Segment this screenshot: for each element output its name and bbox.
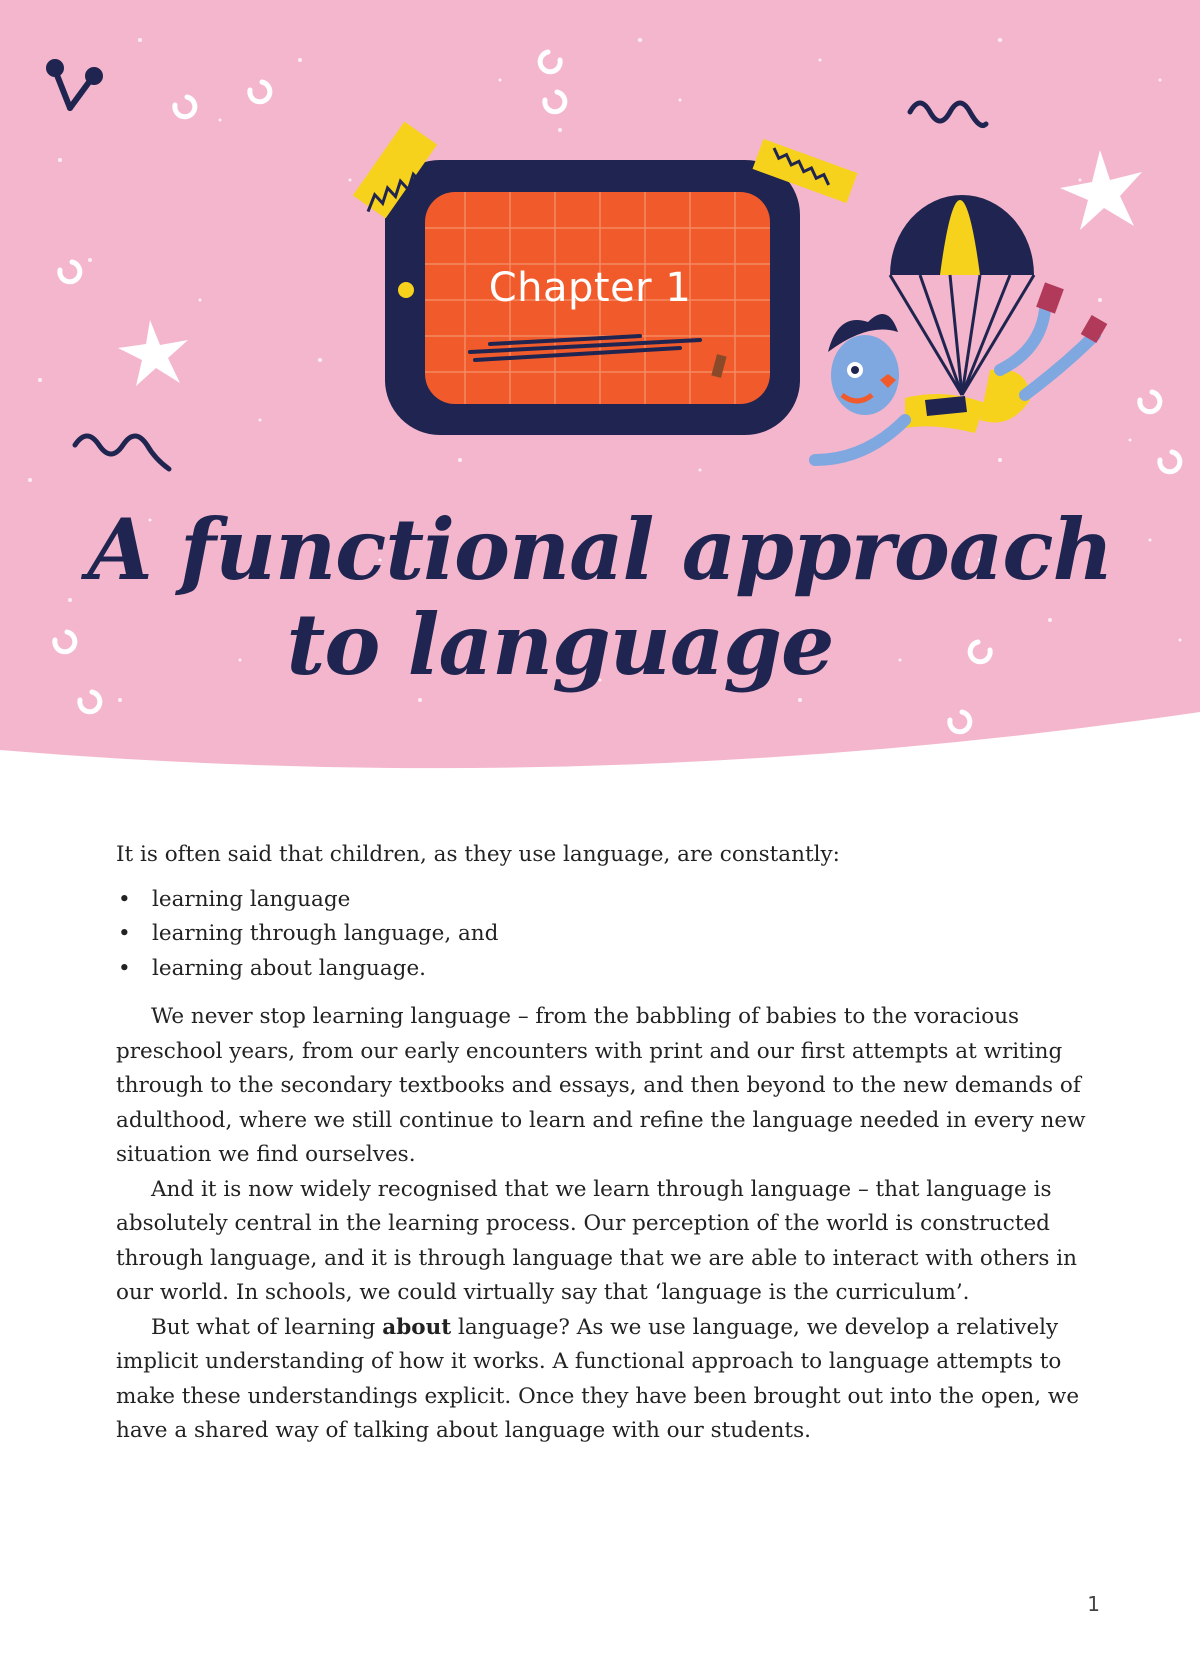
emphasis-about: about [382, 1314, 452, 1340]
chapter-header [0, 0, 1200, 800]
paragraph-3-start: But what of learning [151, 1314, 383, 1340]
chapter-title-line-1: A functional approach [87, 500, 1113, 599]
list-item: • learning about language. [116, 952, 1096, 987]
list-item: • learning language [116, 883, 1096, 918]
paragraph-1: We never stop learning language – from the babbling of babies to the voracious preschool years, from our early encounters with print and our first attempts at writing through to the secondary textbooks and essays, and then beyond to the new demands of adulthood, where we still continue to learn and refine the language needed in every new situation we find ourselves. [116, 1004, 1086, 1167]
chapter-title-line-2: to language [286, 595, 834, 694]
page-number: 1 [1087, 1592, 1100, 1616]
paragraph-3-end: language? As we use language, we develop a relatively implicit understanding of how it works. A functional approach to language attempts to make these understandings explicit. Once they have been brought out into the open, we have a shared way of talking about language with our students. [116, 1314, 1080, 1443]
bullet-list [116, 883, 1096, 987]
body-text [116, 838, 1096, 1449]
list-item: • learning through language, and [116, 917, 1096, 952]
chapter-label: Chapter 1 [488, 265, 692, 311]
intro-sentence: It is often said that children, as they use language, are constantly: [116, 842, 840, 867]
paragraph-2: And it is now widely recognised that we learn through language – that language is absolutely central in the learning process. Our perception of the world is constructed through language, and it is through language that we are able to interact with others in our world. In schools, we could virtually say that ‘language is the curriculum’. [116, 1176, 1077, 1305]
paragraph-3 [116, 1311, 1096, 1449]
